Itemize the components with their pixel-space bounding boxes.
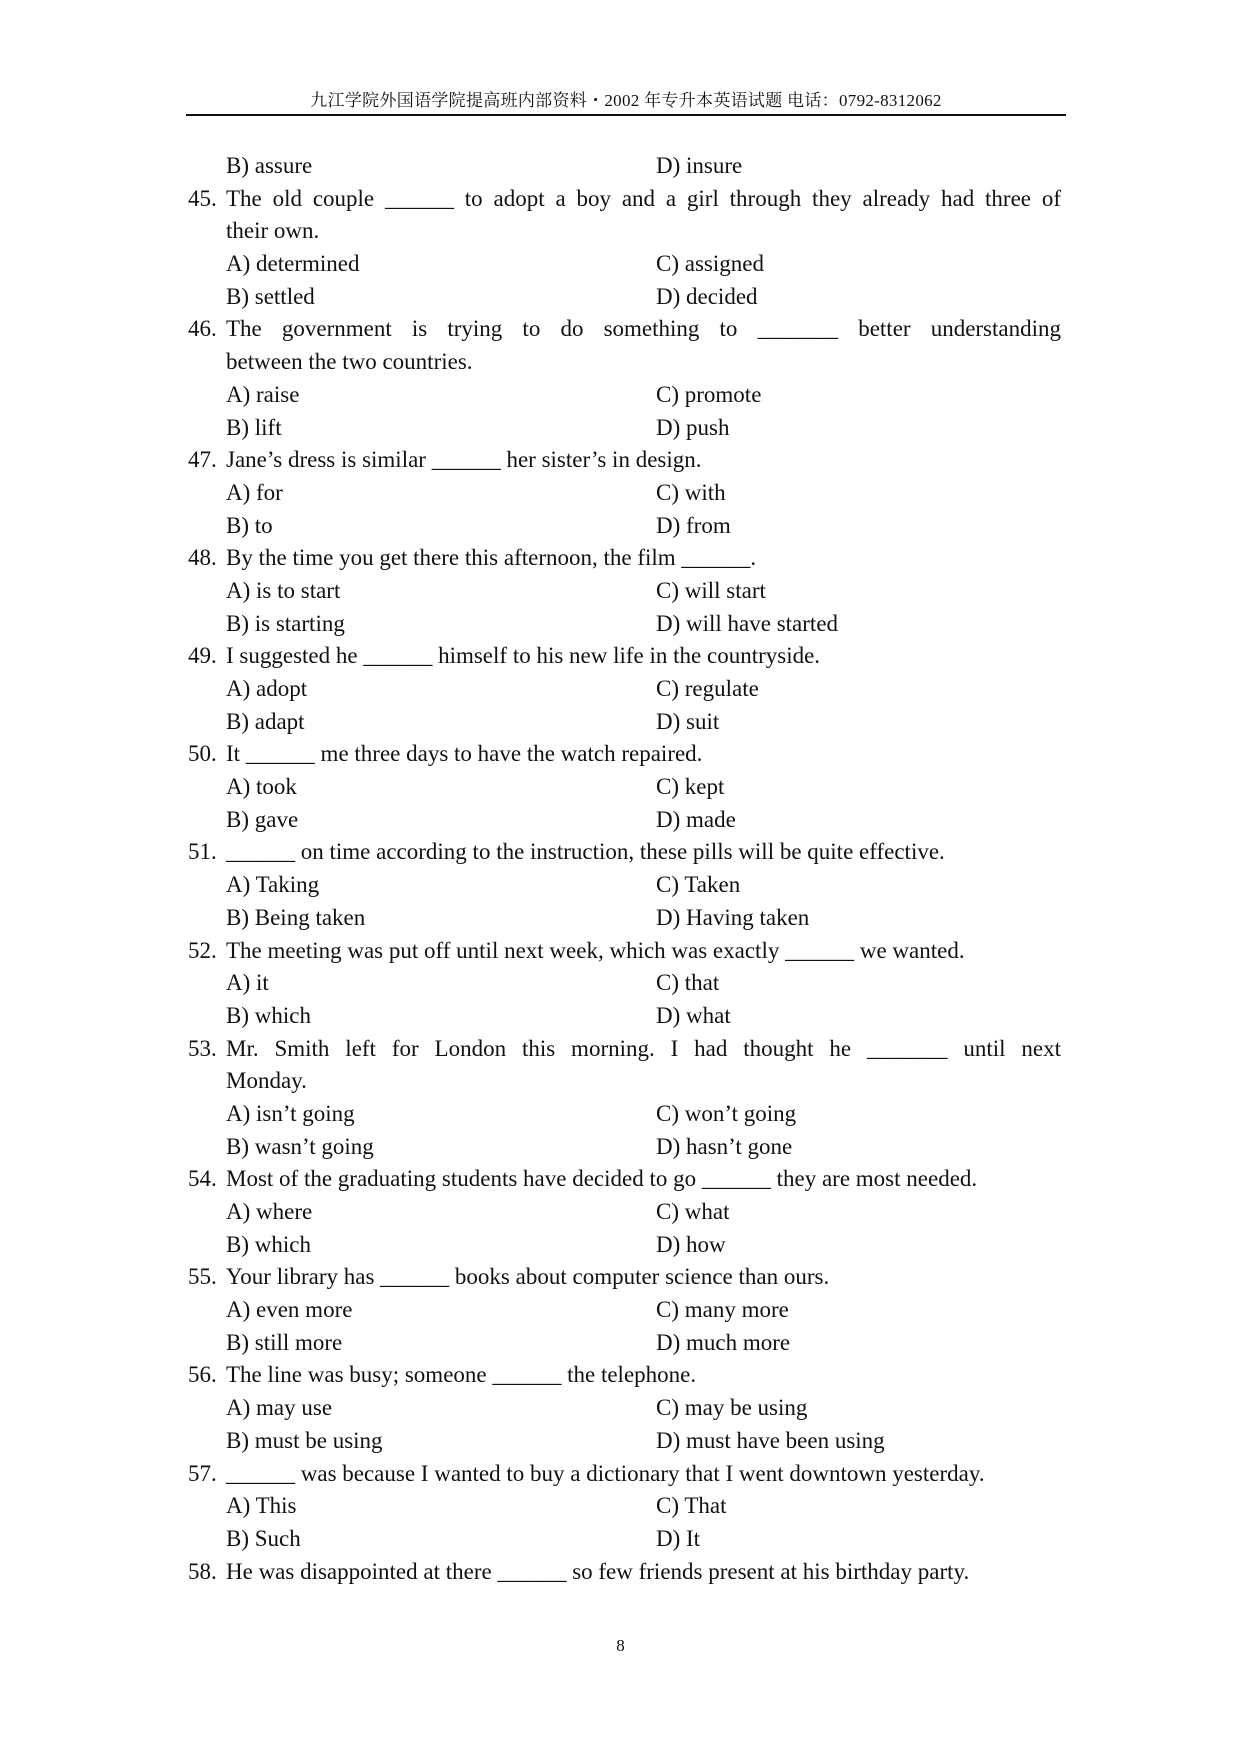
answer-option: C) may be using (656, 1395, 808, 1421)
question-text: Most of the graduating students have decided to go ______ they are most needed. (226, 1166, 978, 1192)
question-text: Jane’s dress is similar ______ her sister’s in design. (226, 447, 702, 473)
options-row (188, 1327, 1061, 1360)
question-number: 45. (188, 185, 217, 211)
question-number: 58. (188, 1558, 217, 1584)
answer-option: C) That (656, 1493, 727, 1519)
answer-option: B) adapt (226, 708, 305, 734)
options-row (188, 1196, 1061, 1229)
options-row (188, 706, 1061, 739)
answer-option: A) raise (226, 381, 300, 407)
question-line (188, 1033, 1061, 1066)
question-line (188, 1359, 1061, 1392)
answer-option: B) still more (226, 1329, 343, 1355)
question-text: Your library has ______ books about computer science than ours. (226, 1264, 830, 1290)
question-number: 51. (188, 839, 217, 865)
answer-option: B) lift (226, 414, 282, 440)
options-row (188, 510, 1061, 543)
answer-option: A) it (226, 970, 269, 996)
options-row (188, 902, 1061, 935)
answer-option: C) Taken (656, 872, 741, 898)
question-number: 57. (188, 1460, 217, 1486)
question-text-continuation: their own. (226, 218, 320, 244)
answer-option: B) assure (226, 153, 313, 178)
question-line (188, 1458, 1061, 1491)
answer-option: D) Having taken (656, 904, 810, 930)
question-text: The meeting was put off until next week, which was exactly ______ we wanted. (226, 937, 965, 963)
answer-option: A) may use (226, 1395, 333, 1421)
question-text: ______ on time according to the instruction, these pills will be quite effective. (226, 839, 945, 865)
answer-option: C) regulate (656, 676, 759, 701)
answer-option: C) won’t going (656, 1100, 797, 1126)
options-row (188, 869, 1061, 902)
question-text: By the time you get there this afternoon, the film ______. (226, 545, 757, 571)
question-line (188, 1261, 1061, 1294)
answer-option: A) This (226, 1493, 297, 1519)
question-number: 48. (188, 545, 217, 571)
answer-option: B) Such (226, 1525, 301, 1551)
answer-option: D) will have started (656, 610, 839, 636)
answer-option: D) much more (656, 1329, 791, 1355)
answer-option: C) will start (656, 577, 766, 603)
options-row (188, 379, 1061, 412)
answer-option: C) that (656, 970, 720, 996)
answer-option: D) push (656, 414, 730, 440)
question-text-continuation: Monday. (226, 1068, 307, 1094)
question-text: It ______ me three days to have the watch repaired. (226, 741, 703, 767)
header-rule (186, 114, 1066, 116)
question-number: 50. (188, 741, 217, 767)
question-number: 49. (188, 643, 217, 669)
answer-option: D) must have been using (656, 1427, 885, 1453)
answer-option: A) isn’t going (226, 1100, 355, 1126)
question-text: I suggested he ______ himself to his new life in the countryside. (226, 643, 821, 669)
page-number: 8 (616, 1636, 625, 1655)
question-number: 56. (188, 1362, 217, 1388)
question-number: 47. (188, 447, 217, 473)
question-text: The line was busy; someone ______ the telephone. (226, 1362, 697, 1388)
options-row (188, 1425, 1061, 1458)
options-row (188, 248, 1061, 281)
question-text: ______ was because I wanted to buy a dictionary that I went downtown yesterday. (226, 1460, 985, 1486)
answer-option: C) assigned (656, 251, 764, 277)
answer-option: A) where (226, 1199, 313, 1224)
question-number: 53. (188, 1035, 217, 1061)
question-text-continuation: between the two countries. (226, 349, 473, 375)
question-number: 54. (188, 1166, 217, 1192)
options-row (188, 1131, 1061, 1164)
options-row (188, 1392, 1061, 1425)
options-row (188, 412, 1061, 445)
answer-option: B) wasn’t going (226, 1133, 374, 1159)
answer-option: A) adopt (226, 676, 308, 701)
question-line (188, 738, 1061, 771)
answer-option: A) Taking (226, 872, 320, 898)
answer-option: D) made (656, 806, 736, 832)
question-line (188, 836, 1061, 869)
question-line (188, 935, 1061, 968)
question-line (188, 183, 1061, 216)
answer-option: B) which (226, 1231, 311, 1257)
answer-option: D) insure (656, 153, 743, 178)
answer-option: C) what (656, 1199, 730, 1224)
options-row (188, 1523, 1061, 1556)
question-text: The old couple ______ to adopt a boy and a girl through they already had three of (226, 185, 1061, 211)
answer-option: D) decided (656, 283, 758, 309)
answer-option: D) how (656, 1231, 726, 1257)
question-line (188, 313, 1061, 346)
answer-option: C) with (656, 479, 726, 505)
options-row (188, 575, 1061, 608)
question-line (188, 1556, 1061, 1589)
answer-option: C) promote (656, 381, 762, 407)
options-row (188, 281, 1061, 314)
question-line (188, 542, 1061, 575)
answer-option: D) suit (656, 708, 720, 734)
answer-option: D) It (656, 1525, 701, 1551)
answer-option: B) must be using (226, 1427, 383, 1453)
answer-option: A) for (226, 479, 283, 505)
options-row (188, 1098, 1061, 1131)
answer-option: A) determined (226, 251, 360, 277)
answer-option: B) settled (226, 283, 315, 309)
answer-option: D) hasn’t gone (656, 1133, 793, 1159)
answer-option: B) Being taken (226, 904, 366, 930)
question-number: 46. (188, 316, 217, 342)
page-header: 九江学院外国语学院提高班内部资料・2002 年专升本英语试题 电话：0792-8312062 (310, 91, 942, 110)
answer-option: D) what (656, 1002, 731, 1028)
question-text: The government is trying to do something to _______ better understanding (226, 316, 1061, 342)
options-row (188, 1294, 1061, 1327)
question-line (188, 444, 1061, 477)
answer-option: D) from (656, 512, 731, 538)
options-row (188, 1000, 1061, 1033)
answer-option: B) is starting (226, 610, 345, 636)
question-list (188, 150, 1061, 1588)
options-row (188, 1490, 1061, 1523)
question-text: He was disappointed at there ______ so few friends present at his birthday party. (226, 1558, 970, 1584)
answer-option: A) took (226, 774, 297, 800)
question-number: 52. (188, 937, 217, 963)
answer-option: B) which (226, 1002, 311, 1028)
options-row (188, 673, 1061, 706)
question-number: 55. (188, 1264, 217, 1290)
answer-option: B) to (226, 512, 273, 538)
options-row (188, 477, 1061, 510)
question-text: Mr. Smith left for London this morning. I had thought he _______ until next (226, 1035, 1061, 1061)
answer-option: C) kept (656, 774, 725, 800)
answer-option: C) many more (656, 1297, 789, 1323)
question-line (188, 1163, 1061, 1196)
answer-option: A) even more (226, 1297, 353, 1323)
answer-option: B) gave (226, 806, 299, 832)
question-line (188, 640, 1061, 673)
answer-option: A) is to start (226, 577, 341, 603)
options-row (188, 608, 1061, 641)
options-row (188, 1229, 1061, 1262)
options-row (188, 967, 1061, 1000)
options-row (188, 150, 1061, 183)
options-row (188, 771, 1061, 804)
options-row (188, 804, 1061, 837)
